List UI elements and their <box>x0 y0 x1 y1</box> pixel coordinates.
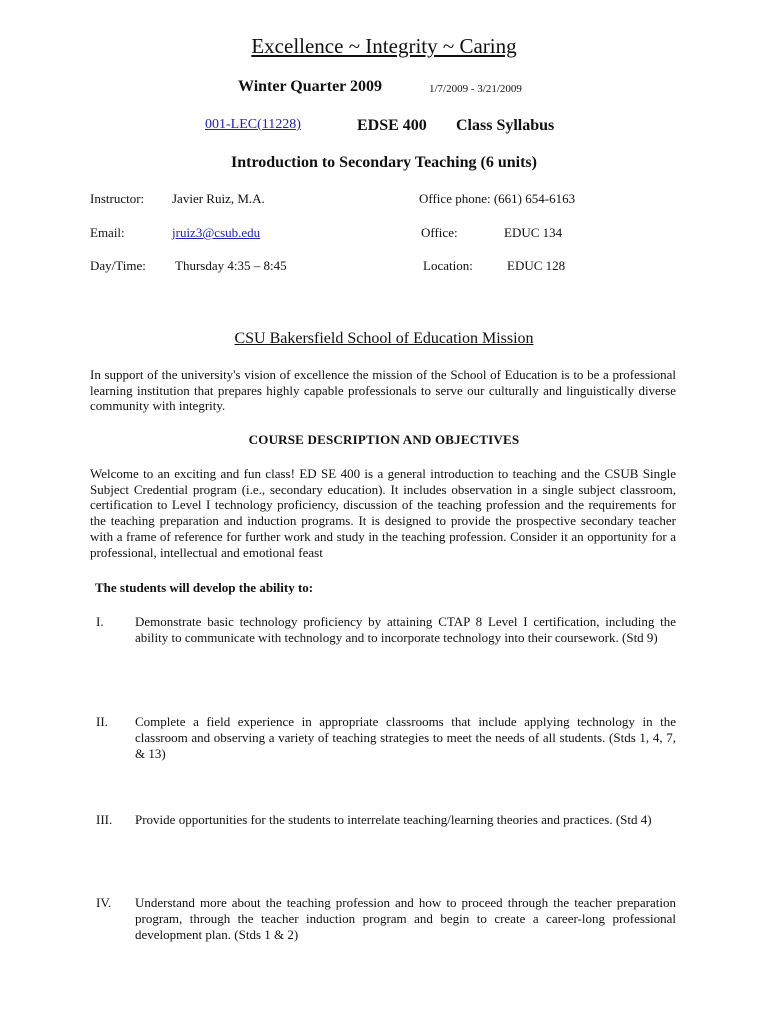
objective-number: III. <box>96 812 113 827</box>
email-label: Email: <box>90 225 125 240</box>
course-code: EDSE 400 <box>357 117 427 134</box>
mission-text: In support of the university's vision of excellence the mission of the School of Education is to be a professional learning institution that prepares highly capable professionals to serve our culturally and linguistically diverse community with integrity. <box>90 367 676 414</box>
objective-number: IV. <box>96 895 112 910</box>
location-label: Location: <box>423 258 473 273</box>
instructor-label: Instructor: <box>90 191 145 206</box>
course-type: Class Syllabus <box>456 117 555 134</box>
objective-text: Demonstrate basic technology proficiency by attaining CTAP 8 Level I certification, including the ability to communicate with technology and to incorporate technology into their coursework. (Std 9) <box>135 614 676 645</box>
office-phone: Office phone: (661) 654-6163 <box>419 191 576 206</box>
objectives-heading: The students will develop the ability to: <box>95 580 314 595</box>
location-value: EDUC 128 <box>507 258 566 273</box>
quarter-dates: 1/7/2009 - 3/21/2009 <box>429 83 522 95</box>
quarter-label: Winter Quarter 2009 <box>238 78 382 95</box>
email-link[interactable]: jruiz3@csub.edu <box>172 225 261 240</box>
office-label: Office: <box>421 225 458 240</box>
objective-text: Understand more about the teaching profession and how to proceed through the teacher preparation program, through the teacher induction program and begin to create a career-long professional development plan. (Stds 1 & 2) <box>135 895 676 942</box>
daytime-label: Day/Time: <box>90 258 146 273</box>
motto-heading: Excellence ~ Integrity ~ Caring <box>251 34 517 58</box>
office-value: EDUC 134 <box>504 225 563 240</box>
section-link[interactable]: 001-LEC(11228) <box>205 117 301 132</box>
mission-heading: CSU Bakersfield School of Education Mission <box>234 330 534 347</box>
objective-text: Complete a field experience in appropriate classrooms that include applying technology in the classroom and observing a variety of teaching strategies to meet the needs of all students. (Stds 1, 4, 7, & 13) <box>135 714 676 761</box>
objective-number: II. <box>96 714 108 729</box>
objective-number: I. <box>96 614 104 629</box>
daytime-value: Thursday 4:35 – 8:45 <box>175 258 287 273</box>
course-description-text: Welcome to an exciting and fun class! ED SE 400 is a general introduction to teaching and the CSUB Single Subject Credential program (i.e., secondary education). It includes observation in a single subject classroom, certification to Level I technology proficiency, discussion of the teaching profession and the requirements for the teaching preparation and induction programs. It is designed to provide the prospective secondary teacher with a frame of reference for further work and study in the teaching profession. Consider it an opportunity for a professional, intellectual and emotional feast <box>90 466 676 560</box>
objective-text: Provide opportunities for the students to interrelate teaching/learning theories and practices. (Std 4) <box>135 812 652 827</box>
course-description-heading: COURSE DESCRIPTION AND OBJECTIVES <box>248 432 520 447</box>
course-title: Introduction to Secondary Teaching (6 units) <box>231 154 537 171</box>
instructor-value: Javier Ruiz, M.A. <box>172 191 265 206</box>
